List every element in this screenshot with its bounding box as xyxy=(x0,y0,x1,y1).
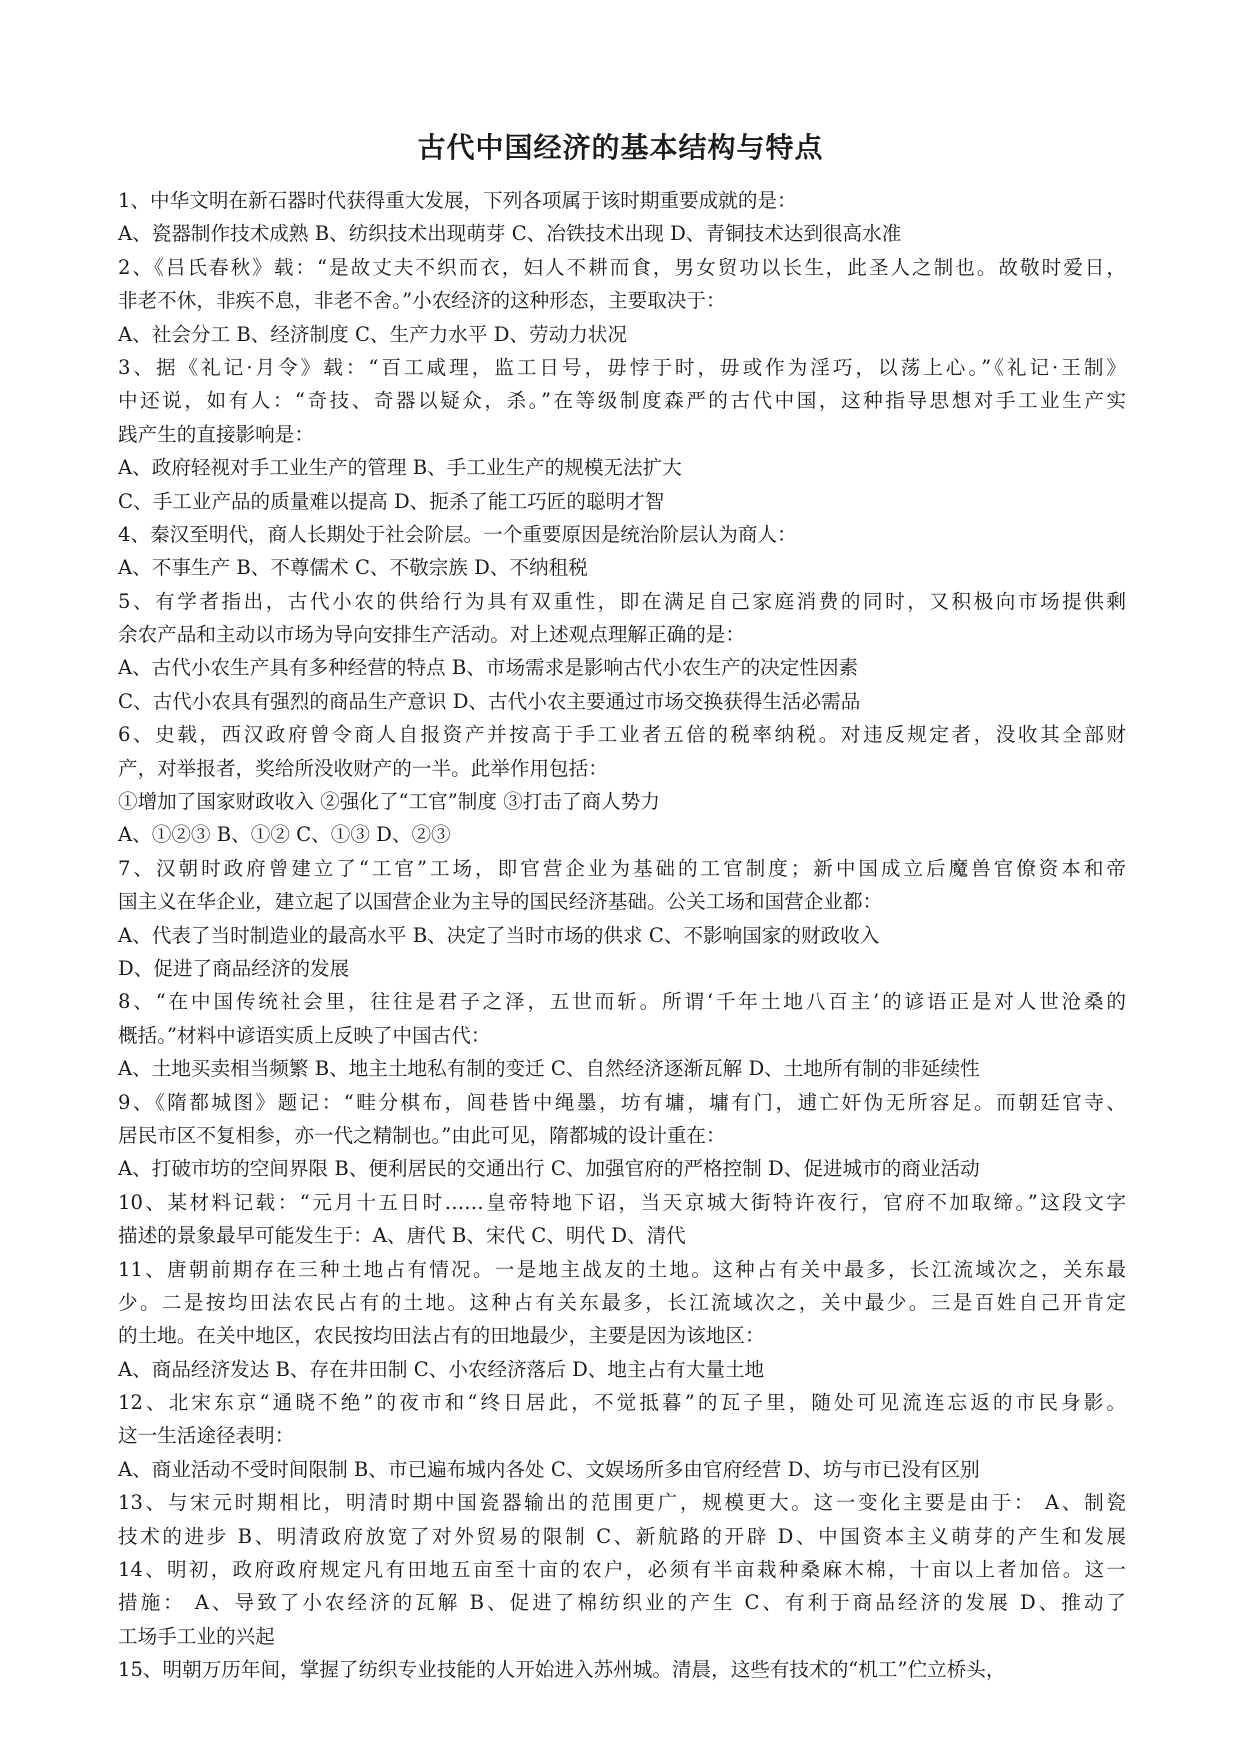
text-line: 1、中华文明在新石器时代获得重大发展，下列各项属于该时期重要成就的是： xyxy=(118,189,797,212)
text-line: 12、北宋东京“通晓不绝”的夜市和“终日居此，不觉抵暮”的瓦子里，随处可见流连忘返的市民身影。 xyxy=(118,1391,1126,1415)
text-line: 践产生的直接影响是： xyxy=(118,422,314,446)
text-line: 描述的景象最早可能发生于：A、唐代 B、宋代 C、明代 D、清代 xyxy=(118,1224,686,1248)
text-line: 2、《吕氏春秋》载：“是故丈夫不织而衣，妇人不耕而食，男女贸功以长生，此圣人之制也。故敬时爱日， xyxy=(118,255,1126,279)
text-line: 非老不休，非疾不息，非老不舍。”小农经济的这种形态，主要取决于： xyxy=(118,289,726,313)
text-line: 4、秦汉至明代，商人长期处于社会阶层。一个重要原因是统治阶层认为商人： xyxy=(118,522,797,546)
text-line: 9、《隋都城图》题记：“畦分棋布，闾巷皆中绳墨，坊有墉，墉有门，逋亡奸伪无所容足。而朝廷官寺、 xyxy=(118,1090,1126,1114)
text-line: 3、据《礼记·月令》载：“百工咸理，监工日号，毋悖于时，毋或作为淫巧，以荡上心。”《礼记·王制》 xyxy=(118,355,1126,379)
text-line: 这一生活途径表明： xyxy=(118,1424,295,1448)
text-line: 8、“在中国传统社会里，往往是君子之泽，五世而斩。所谓‘千年土地八百主’的谚语正是对人世沧桑的 xyxy=(118,990,1126,1014)
text-line: 居民市区不复相参，亦一代之精制也。”由此可见，隋都城的设计重在： xyxy=(118,1123,726,1147)
page-title: 古代中国经济的基本结构与特点 xyxy=(417,131,824,164)
text-line: 措施： A、导致了小农经济的瓦解 B、促进了棉纺织业的产生 C、有利于商品经济的发展 D、推动了 xyxy=(118,1591,1126,1615)
text-line: ①增加了国家财政收入 ②强化了“工官”制度 ③打击了商人势力 xyxy=(118,790,660,814)
text-line: 工场手工业的兴起 xyxy=(118,1624,275,1648)
text-line: 7、汉朝时政府曾建立了“工官”工场，即官营企业为基础的工官制度；新中国成立后魔兽官僚资本和帝 xyxy=(118,856,1126,880)
text-line: A、①②③ B、①② C、①③ D、②③ xyxy=(118,823,451,847)
text-line: A、政府轻视对手工业生产的管理 B、手工业生产的规模无法扩大 xyxy=(118,456,682,480)
text-line: 余农产品和主动以市场为导向安排生产活动。对上述观点理解正确的是： xyxy=(118,623,745,647)
text-line: C、手工业产品的质量难以提高 D、扼杀了能工巧匠的聪明才智 xyxy=(118,489,665,513)
text-line: D、促进了商品经济的发展 xyxy=(118,956,350,980)
text-line: 国主义在华企业，建立起了以国营企业为主导的国民经济基础。公关工场和国营企业都： xyxy=(118,890,883,914)
text-line: 6、史载，西汉政府曾令商人自报资产并按高于手工业者五倍的税率纳税。对违反规定者，没收其全部财 xyxy=(118,723,1126,747)
text-line: 概括。”材料中谚语实质上反映了中国古代： xyxy=(118,1023,491,1047)
text-line: A、代表了当时制造业的最高水平 B、决定了当时市场的供求 C、不影响国家的财政收入 xyxy=(118,923,880,947)
text-line: 11、唐朝前期存在三种土地占有情况。一是地主战友的土地。这种占有关中最多，长江流域次之，关东最 xyxy=(118,1257,1126,1281)
text-line: 产，对举报者，奖给所没收财产的一半。此举作用包括： xyxy=(118,756,608,780)
text-line: 10、某材料记载：“元月十五日时……皇帝特地下诏，当天京城大街特许夜行，官府不加取缔。”这段文字 xyxy=(118,1190,1126,1214)
text-line: 13、与宋元时期相比，明清时期中国瓷器输出的范围更广，规模更大。这一变化主要是由于： A、制瓷 xyxy=(118,1491,1126,1515)
text-line: A、商品经济发达 B、存在井田制 C、小农经济落后 D、地主占有大量土地 xyxy=(118,1357,765,1381)
text-line: 的土地。在关中地区，农民按均田法占有的田地最少，主要是因为该地区： xyxy=(118,1324,765,1348)
document-body xyxy=(118,184,1126,1687)
text-line: 中还说，如有人：“奇技、奇器以疑众，杀。”在等级制度森严的古代中国，这种指导思想对手工业生产实 xyxy=(118,389,1126,413)
text-line: 14、明初，政府政府规定凡有田地五亩至十亩的农户，必须有半亩栽种桑麻木棉，十亩以上者加倍。这一 xyxy=(118,1558,1126,1582)
text-line: A、古代小农生产具有多种经营的特点 B、市场需求是影响古代小农生产的决定性因素 xyxy=(118,656,859,680)
text-line: 5、有学者指出，古代小农的供给行为具有双重性，即在满足自己家庭消费的同时，又积极向市场提供剩 xyxy=(118,589,1126,613)
text-line: A、商业活动不受时间限制 B、市已遍布城内各处 C、文娱场所多由官府经营 D、坊与市已没有区别 xyxy=(118,1457,980,1481)
text-line: 技术的进步 B、明清政府放宽了对外贸易的限制 C、新航路的开辟 D、中国资本主义萌芽的产生和发展 xyxy=(118,1524,1126,1548)
text-line: A、打破市坊的空间界限 B、便利居民的交通出行 C、加强官府的严格控制 D、促进城市的商业活动 xyxy=(118,1157,980,1181)
text-line: A、瓷器制作技术成熟 B、纺织技术出现萌芽 C、冶铁技术出现 D、青铜技术达到很高水准 xyxy=(118,222,902,246)
text-line: 少。二是按均田法农民占有的土地。这种占有关东最多，长江流域次之，关中最少。三是百姓自己开肯定 xyxy=(118,1290,1126,1314)
text-line: A、社会分工 B、经济制度 C、生产力水平 D、劳动力状况 xyxy=(118,322,627,346)
text-line: C、古代小农具有强烈的商品生产意识 D、古代小农主要通过市场交换获得生活必需品 xyxy=(118,689,861,713)
text-line: A、土地买卖相当频繁 B、地主土地私有制的变迁 C、自然经济逐渐瓦解 D、土地所有制的非延续性 xyxy=(118,1057,980,1081)
text-line: A、不事生产 B、不尊儒术 C、不敬宗族 D、不纳租税 xyxy=(118,556,588,580)
text-line: 15、明朝万历年间，掌握了纺织专业技能的人开始进入苏州城。清晨，这些有技术的“机工”伫立桥头， xyxy=(118,1658,1006,1682)
